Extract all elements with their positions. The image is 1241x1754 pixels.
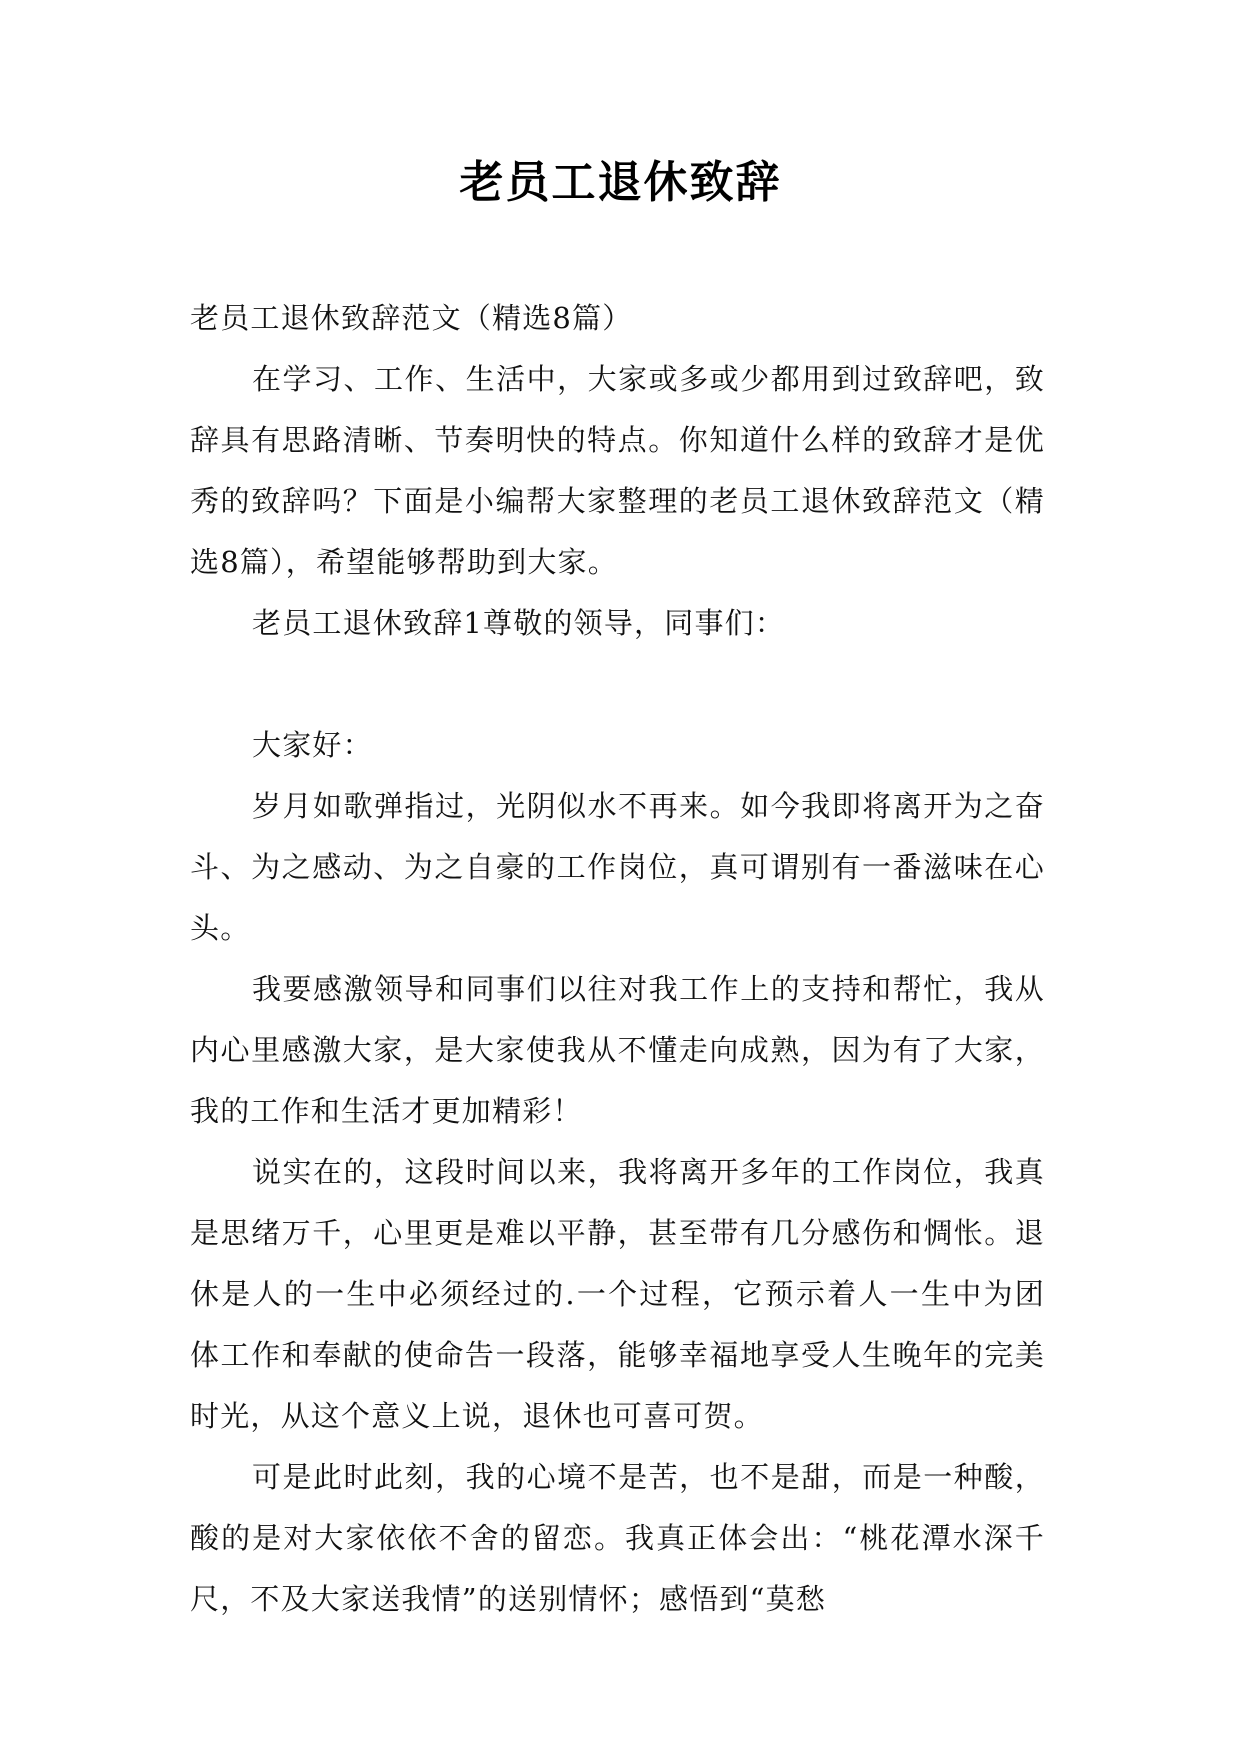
document-title: 老员工退休致辞 (459, 157, 782, 208)
blank-line (190, 654, 1045, 715)
document-body (190, 288, 1045, 1630)
subtitle-paragraph: 老员工退休致辞范文（精选8篇） (190, 301, 633, 335)
body-paragraph: 我要感激领导和同事们以往对我工作上的支持和帮忙，我从内心里感激大家，是大家使我从不懂走向成熟，因为有了大家，我的工作和生活才更加精彩！ (190, 972, 1045, 1128)
body-paragraph: 岁月如歌弹指过，光阴似水不再来。如今我即将离开为之奋斗、为之感动、为之自豪的工作岗位，真可谓别有一番滋味在心头。 (190, 789, 1045, 945)
greeting-paragraph: 大家好： (252, 728, 373, 762)
intro-paragraph: 在学习、工作、生活中，大家或多或少都用到过致辞吧，致辞具有思路清晰、节奏明快的特点。你知道什么样的致辞才是优秀的致辞吗？下面是小编帮大家整理的老员工退休致辞范文（精选8篇），希望能够帮助到大家。 (190, 362, 1045, 579)
body-paragraph: 可是此时此刻，我的心境不是苦，也不是甜，而是一种酸，酸的是对大家依依不舍的留恋。我真正体会出：“桃花潭水深千尺，不及大家送我情”的送别情怀；感悟到“莫愁 (190, 1460, 1045, 1616)
body-paragraph: 说实在的，这段时间以来，我将离开多年的工作岗位，我真是思绪万千，心里更是难以平静，甚至带有几分感伤和惆怅。退休是人的一生中必须经过的.一个过程，它预示着人一生中为团体工作和奉献的使命告一段落，能够幸福地享受人生晚年的完美时光，从这个意义上说，退休也可喜可贺。 (190, 1155, 1045, 1433)
speech-heading-paragraph: 老员工退休致辞1尊敬的领导，同事们： (252, 606, 786, 640)
